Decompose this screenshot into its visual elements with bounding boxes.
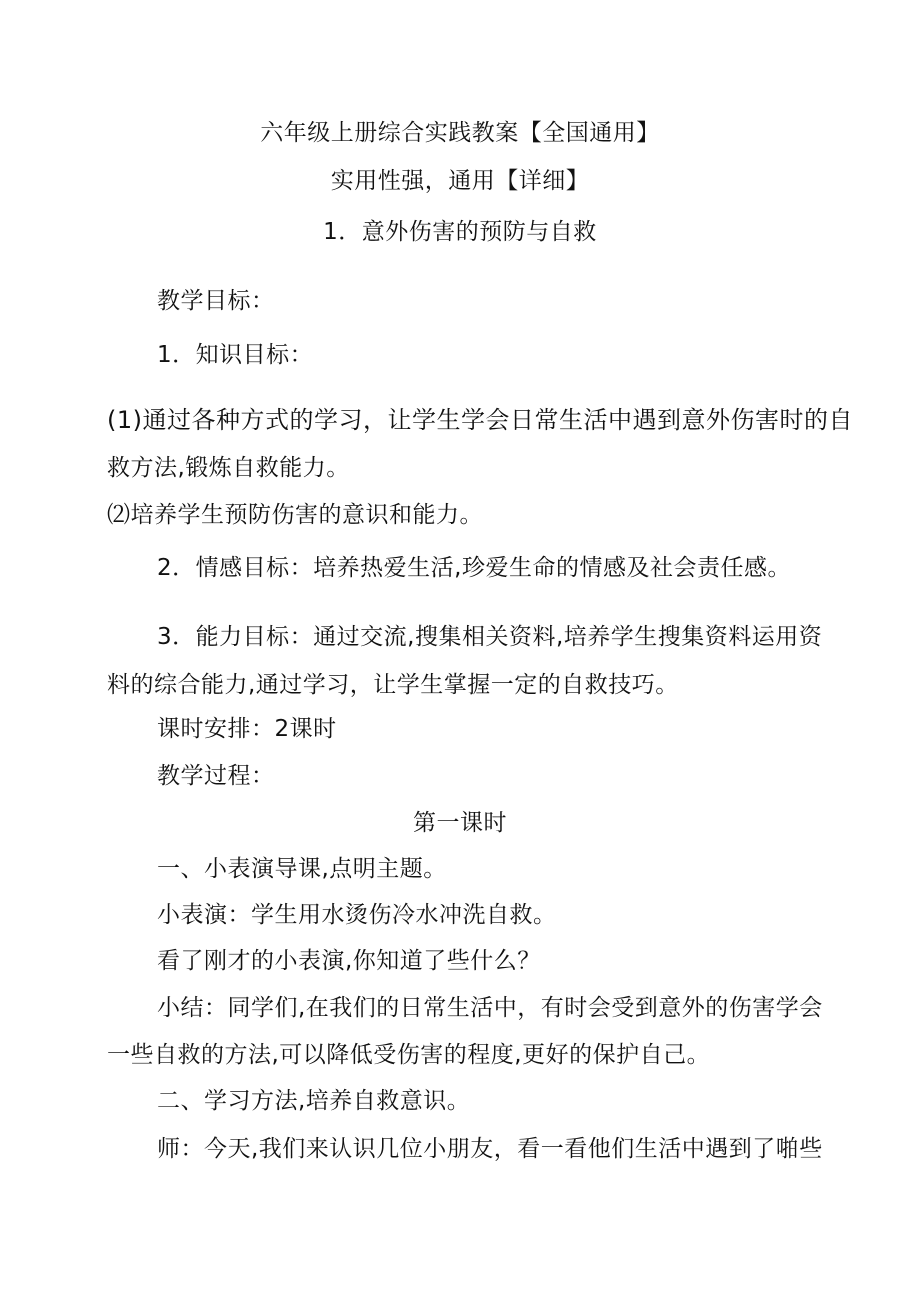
question-text: 看了刚才的小表演,你知道了些什么？ <box>157 948 541 974</box>
goal1-item1-line1: (1)通过各种方式的学习，让学生学会日常生活中遇到意外伤害时的自 <box>107 406 853 434</box>
goal3-line2: 料的综合能力,通过学习，让学生掌握一定的自救技巧。 <box>107 672 679 698</box>
section2-heading: 二、学习方法,培养自救意识。 <box>157 1088 471 1114</box>
document-title: 六年级上册综合实践教案【全国通用】 <box>260 120 660 146</box>
goal3-line1: 3．能力目标：通过交流,搜集相关资料,培养学生搜集资料运用资 <box>157 624 823 650</box>
schedule: 课时安排：2课时 <box>157 716 337 742</box>
goal1-item2: ⑵培养学生预防伤害的意识和能力。 <box>107 502 483 528</box>
performance-text: 小表演：学生用水烫伤冷水冲洗自救。 <box>157 902 557 928</box>
summary-line1: 小结：同学们,在我们的日常生活中，有时会受到意外的伤害学会 <box>157 995 823 1021</box>
first-lesson-heading: 第一课时 <box>413 810 507 836</box>
teacher-line: 师：今天,我们来认识几位小朋友，看一看他们生活中遇到了啪些 <box>157 1136 823 1162</box>
goals-label: 教学目标： <box>157 288 275 314</box>
goal1-item1-line2: 救方法,锻炼自救能力。 <box>107 455 350 481</box>
goal2: 2．情感目标：培养热爱生活,珍爱生命的情感及社会责任感。 <box>157 555 791 581</box>
goal1-heading: 1．知识目标： <box>157 342 314 368</box>
lesson-heading: 1．意外伤害的预防与自救 <box>323 219 597 245</box>
summary-line2: 一些自救的方法,可以降低受伤害的程度,更好的保护自己。 <box>107 1042 711 1068</box>
document-subtitle: 实用性强，通用【详细】 <box>330 168 590 194</box>
section1-heading: 一、小表演导课,点明主题。 <box>157 856 447 882</box>
process-label: 教学过程： <box>157 763 275 789</box>
